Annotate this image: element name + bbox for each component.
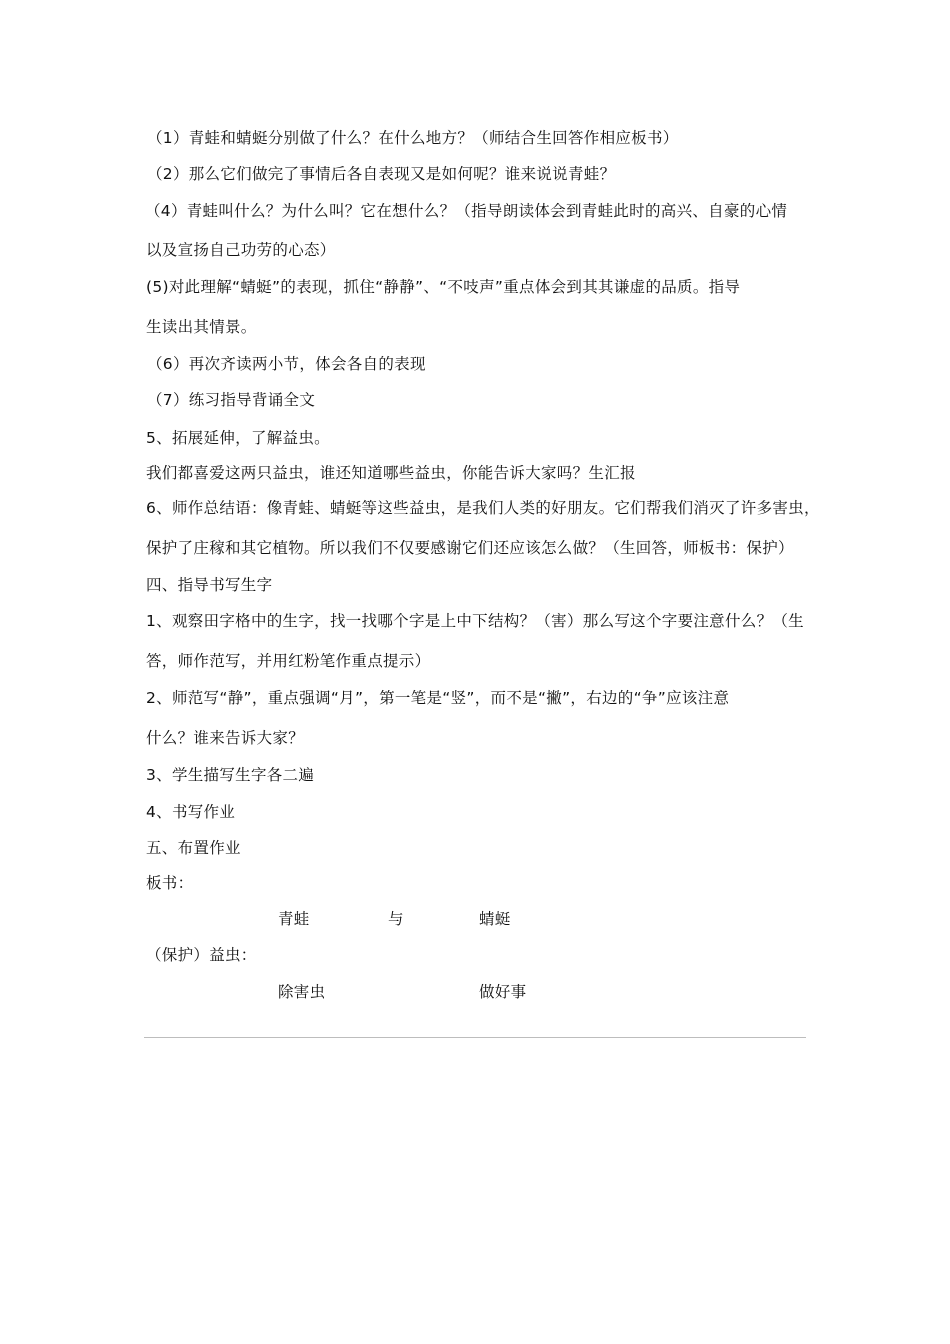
- text-line-14: 1、观察田字格中的生字，找一找哪个字是上中下结构？（害）那么写这个字要注意什么？（生: [146, 612, 804, 630]
- text-line-4: 以及宣扬自己功劳的心态）: [146, 241, 336, 259]
- text-line-6: 生读出其情景。: [146, 318, 257, 336]
- text-line-16: 2、师范写“静”，重点强调“月”，第一笔是“竖”，而不是“撇”，右边的“争”应该注意: [146, 689, 730, 707]
- horizontal-divider: [144, 1037, 806, 1038]
- board-do-good: 做好事: [479, 983, 527, 1001]
- section-heading-4: 四、指导书写生字: [146, 576, 273, 594]
- text-line-2: （2）那么它们做完了事情后各自表现又是如何呢？谁来说说青蛙？: [147, 165, 616, 183]
- text-line-9: 5、拓展延伸，了解益虫。: [146, 429, 330, 447]
- text-line-11: 6、师作总结语：像青蛙、蜻蜓等这些益虫，是我们人类的好朋友。它们帮我们消灭了许多害虫，: [146, 499, 820, 517]
- text-line-8: （7）练习指导背诵全文: [147, 391, 316, 409]
- board-heading: 板书：: [146, 874, 194, 892]
- text-line-15: 答，师作范写，并用红粉笔作重点提示）: [146, 652, 431, 670]
- text-line-1: （1）青蛙和蜻蜓分别做了什么？在什么地方？（师结合生回答作相应板书）: [147, 129, 679, 147]
- text-line-7: （6）再次齐读两小节，体会各自的表现: [147, 355, 426, 373]
- text-line-19: 4、书写作业: [146, 803, 236, 821]
- board-and: 与: [388, 910, 404, 928]
- board-remove-pests: 除害虫: [278, 983, 326, 1001]
- board-dragonfly: 蜻蜓: [479, 910, 511, 928]
- section-heading-5: 五、布置作业: [146, 839, 241, 857]
- board-protect-label: （保护）益虫：: [146, 946, 257, 964]
- text-line-5: (5)对此理解“蜻蜓”的表现，抓住“静静”、“不吱声”重点体会到其其谦虚的品质。指导: [146, 278, 741, 296]
- text-line-12: 保护了庄稼和其它植物。所以我们不仅要感谢它们还应该怎么做？（生回答，师板书：保护）: [146, 539, 794, 557]
- text-line-10: 我们都喜爱这两只益虫，谁还知道哪些益虫，你能告诉大家吗？生汇报: [146, 464, 636, 482]
- text-line-3: （4）青蛙叫什么？为什么叫？它在想什么？（指导朗读体会到青蛙此时的高兴、自豪的心情: [145, 202, 788, 220]
- text-line-18: 3、学生描写生字各二遍: [146, 766, 315, 784]
- text-line-17: 什么？谁来告诉大家？: [146, 729, 305, 747]
- board-frog: 青蛙: [278, 910, 310, 928]
